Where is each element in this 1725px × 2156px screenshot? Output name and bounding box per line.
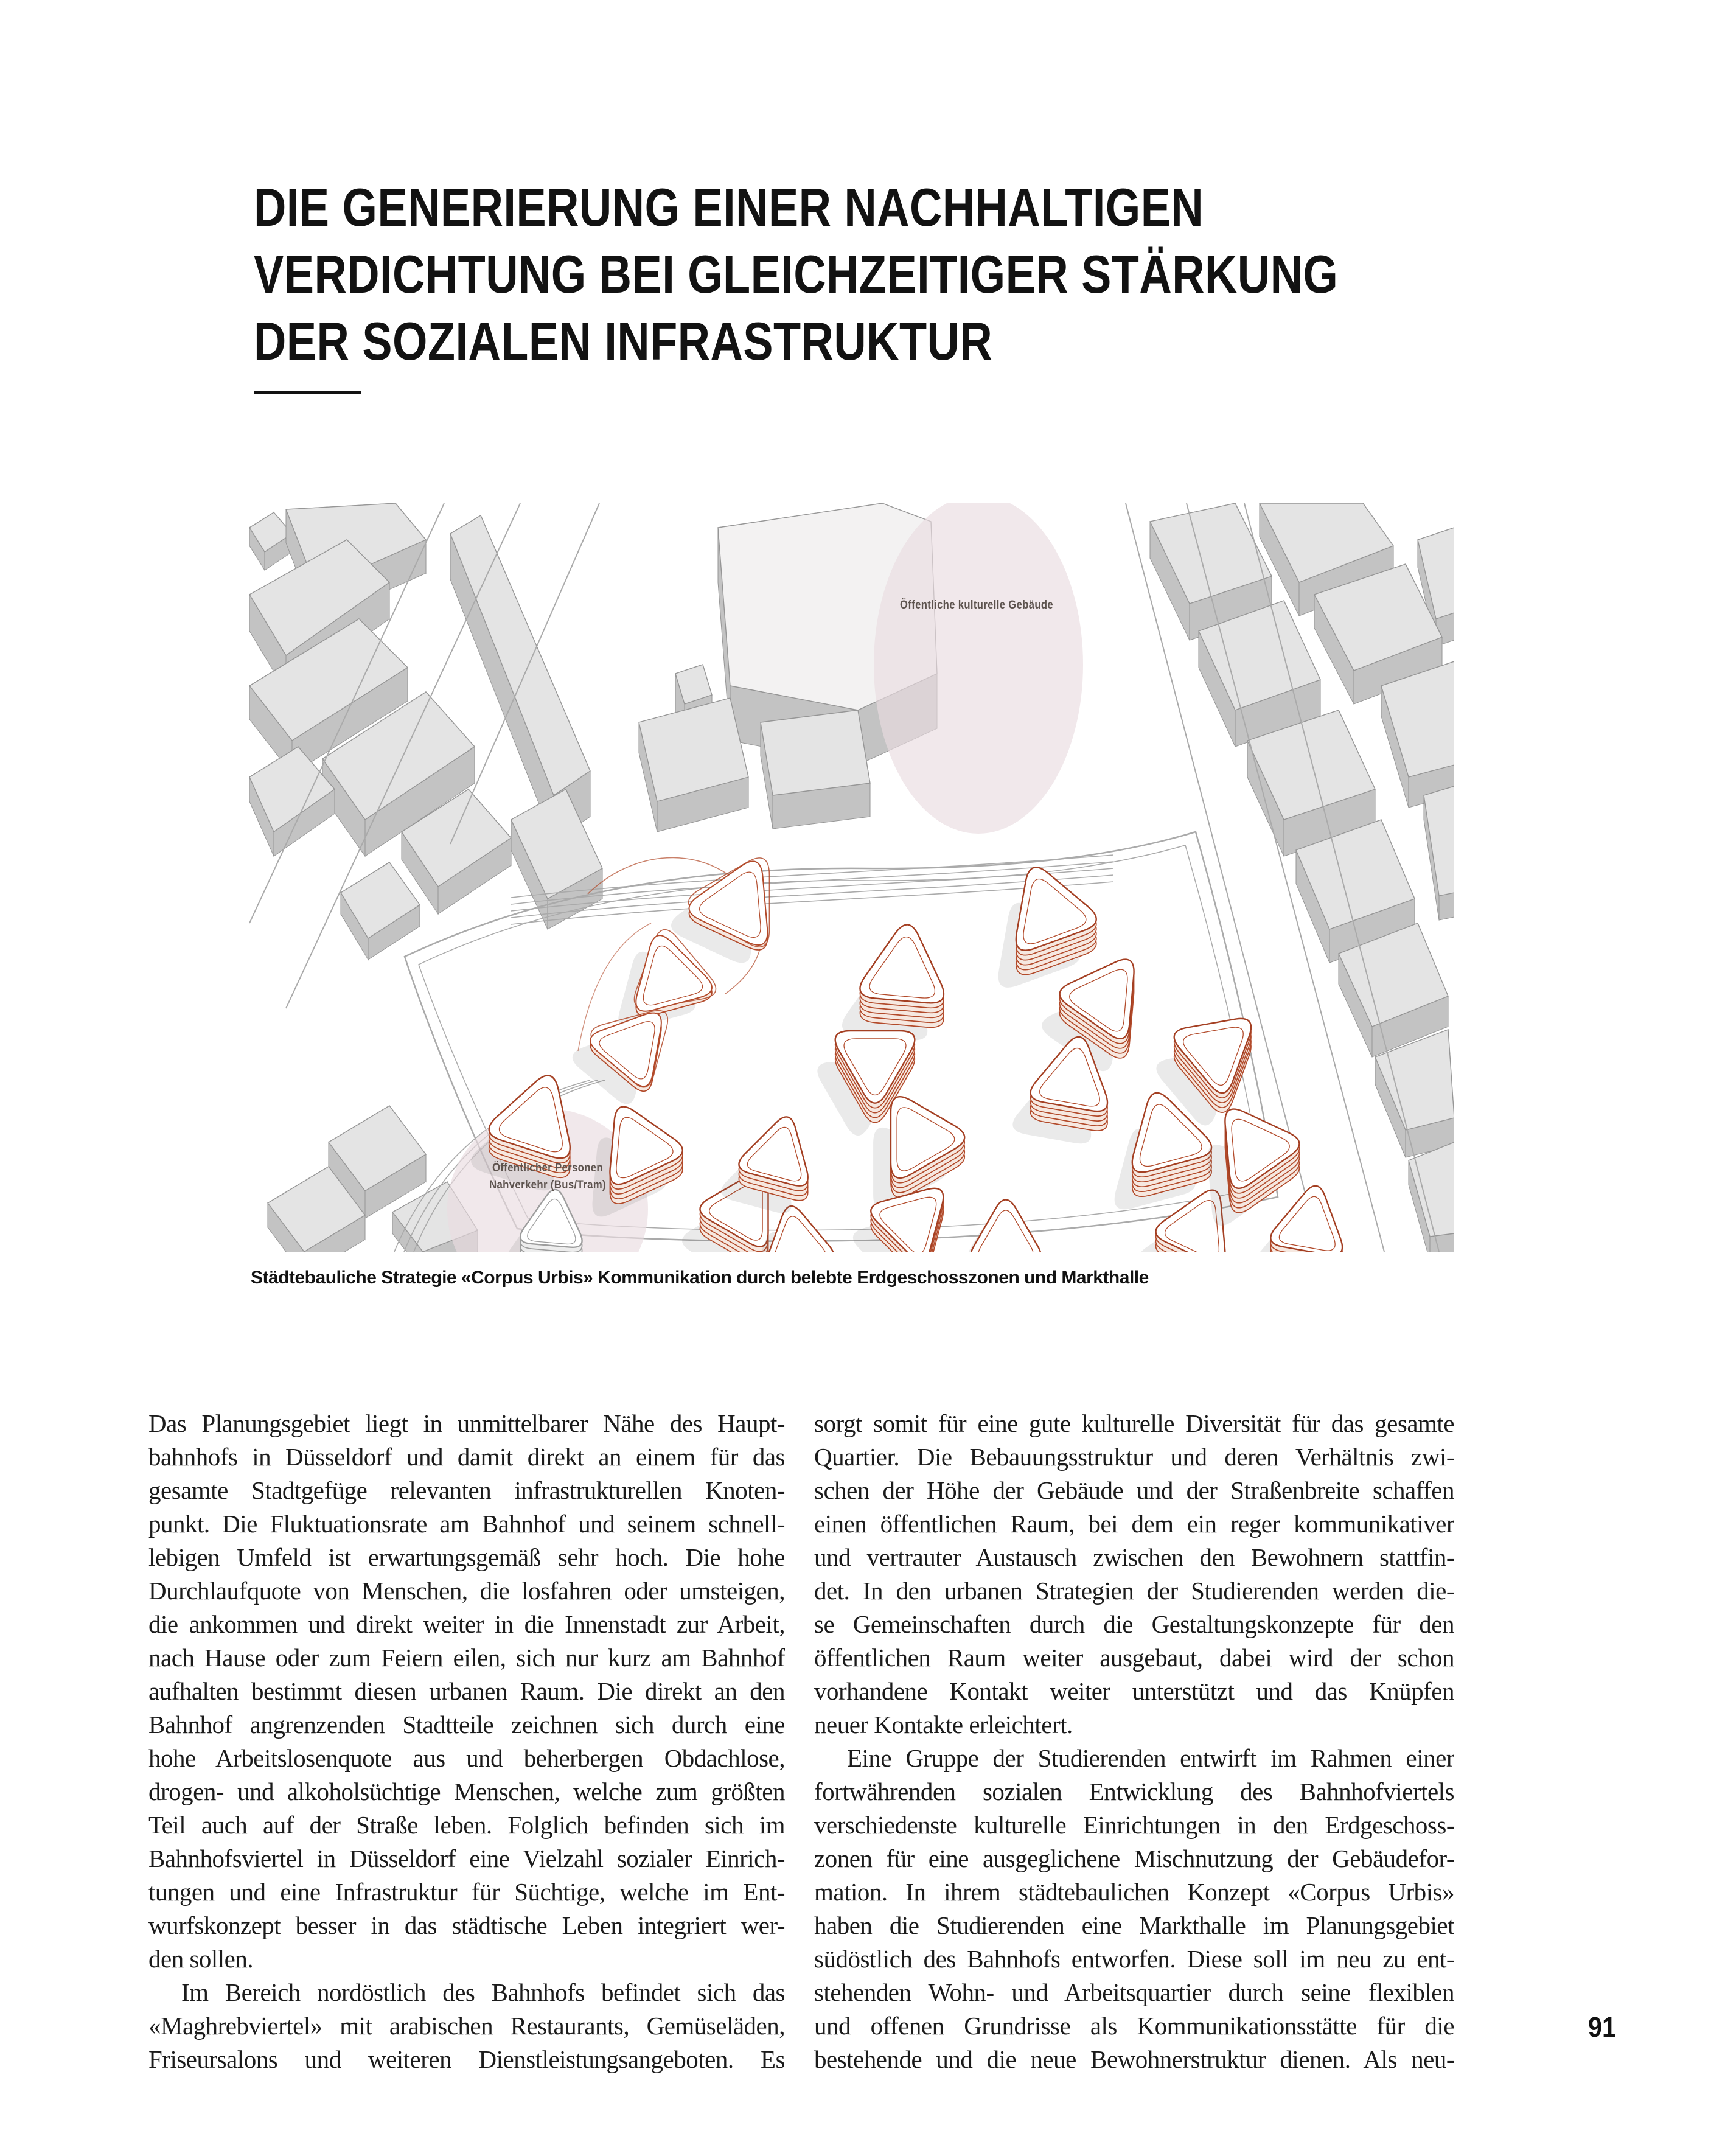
- body-text-line: tungen und eine Infrastruktur für Süchtige, welche im Ent-: [148, 1878, 785, 1906]
- body-text-line: «Maghrebviertel» mit arabischen Restaurants, Gemüseläden,: [148, 2012, 785, 2040]
- body-text-line: punkt. Die Fluktuationsrate am Bahnhof und seinem schnell-: [148, 1510, 785, 1538]
- body-text-line: Im Bereich nordöstlich des Bahnhofs befindet sich das: [181, 1978, 785, 2006]
- body-text-line: wurfskonzept besser in das städtische Leben integriert wer-: [148, 1911, 785, 1939]
- body-text-line: und vertrauter Austausch zwischen den Bewohnern stattfin-: [814, 1543, 1454, 1571]
- figure-label-transit-line2: Nahverkehr (Bus/Tram): [489, 1179, 606, 1191]
- body-text-line: bahnhofs in Düsseldorf und damit direkt an einem für das: [148, 1443, 785, 1471]
- body-text-line: drogen- und alkoholsüchtige Menschen, welche zum größten: [148, 1777, 785, 1805]
- body-text-line: mation. In ihrem städtebaulichen Konzept «Corpus Urbis»: [814, 1878, 1454, 1906]
- body-text-line: zonen für eine ausgeglichene Mischnutzung der Gebäudefor-: [814, 1844, 1454, 1872]
- body-text-line: hohe Arbeitslosenquote aus und beherbergen Obdachlose,: [148, 1744, 785, 1772]
- body-text-line: vorhandene Kontakt weiter unterstützt und das Knüpfen: [814, 1677, 1454, 1705]
- body-text-line: südöstlich des Bahnhofs entworfen. Diese soll im neu zu ent-: [814, 1945, 1454, 1973]
- body-text-line: lebigen Umfeld ist erwartungsgemäß sehr hoch. Die hohe: [148, 1543, 785, 1571]
- body-text-line: haben die Studierenden eine Markthalle im Planungsgebiet: [814, 1911, 1454, 1939]
- body-text-line: neuer Kontakte erleichtert.: [814, 1711, 1073, 1739]
- body-text-line: se Gemeinschaften durch die Gestaltungskonzepte für den: [814, 1610, 1454, 1638]
- body-text-line: und offenen Grundrisse als Kommunikationsstätte für die: [814, 2012, 1454, 2040]
- body-text-line: den sollen.: [148, 1945, 254, 1973]
- body-text-line: Bahnhofsviertel in Düsseldorf eine Vielzahl sozialer Einrich-: [148, 1844, 785, 1872]
- title-divider: [254, 391, 361, 394]
- page-title: [254, 174, 1545, 375]
- body-text-line: Friseursalons und weiteren Dienstleistungsangeboten. Es: [148, 2045, 785, 2073]
- body-text-line: det. In den urbanen Strategien der Studierenden werden die-: [814, 1577, 1454, 1605]
- figure-label-culture: Öffentliche kulturelle Gebäude: [900, 599, 1053, 612]
- page-title-line-2: VERDICHTUNG BEI GLEICHZEITIGER STÄRKUNG: [254, 244, 1339, 304]
- body-text-line: Quartier. Die Bebauungsstruktur und deren Verhältnis zwi-: [814, 1443, 1454, 1471]
- figure-label-transit-line1: Öffentlicher Personen: [492, 1162, 603, 1174]
- body-text-line: schen der Höhe der Gebäude und der Straßenbreite schaffen: [814, 1476, 1454, 1504]
- body-text-line: bestehende und die neue Bewohnerstruktur dienen. Als neu-: [814, 2045, 1454, 2073]
- body-text-line: aufhalten bestimmt diesen urbanen Raum. Die direkt an den: [148, 1677, 785, 1705]
- body-text-line: Eine Gruppe der Studierenden entwirft im Rahmen einer: [847, 1744, 1454, 1772]
- site-plan-figure: [249, 503, 1454, 1252]
- page-title-line-1: DIE GENERIERUNG EINER NACHHALTIGEN: [254, 177, 1204, 237]
- site-plan-svg: [249, 503, 1454, 1252]
- body-column-right: [814, 1407, 1454, 2076]
- body-text-line: Teil auch auf der Straße leben. Folglich befinden sich im: [148, 1811, 785, 1839]
- body-text-line: Bahnhof angrenzenden Stadtteile zeichnen sich durch eine: [148, 1711, 785, 1739]
- body-text-line: fortwährenden sozialen Entwicklung des Bahnhofviertels: [814, 1777, 1454, 1805]
- body-column-left: [148, 1407, 785, 2076]
- body-text-line: die ankommen und direkt weiter in die Innenstadt zur Arbeit,: [148, 1610, 785, 1638]
- figure-caption: Städtebauliche Strategie «Corpus Urbis» Kommunikation durch belebte Erdgeschosszonen und Markthalle: [251, 1268, 1149, 1288]
- body-text-line: einen öffentlichen Raum, bei dem ein reger kommunikativer: [814, 1510, 1454, 1538]
- body-text-line: Das Planungsgebiet liegt in unmittelbarer Nähe des Haupt-: [148, 1409, 785, 1437]
- body-text-line: sorgt somit für eine gute kulturelle Diversität für das gesamte: [814, 1409, 1454, 1437]
- page-number: 91: [1588, 2011, 1617, 2043]
- body-text-line: gesamte Stadtgefüge relevanten infrastrukturellen Knoten-: [148, 1476, 785, 1504]
- body-text-line: Durchlaufquote von Menschen, die losfahren oder umsteigen,: [148, 1577, 785, 1605]
- page-title-line-3: DER SOZIALEN INFRASTRUKTUR: [254, 311, 993, 371]
- body-text-line: öffentlichen Raum weiter ausgebaut, dabei wird der schon: [814, 1644, 1454, 1672]
- body-text-line: nach Hause oder zum Feiern eilen, sich nur kurz am Bahnhof: [148, 1644, 785, 1672]
- body-text-line: verschiedenste kulturelle Einrichtungen in den Erdgeschoss-: [814, 1811, 1454, 1839]
- body-text-line: stehenden Wohn- und Arbeitsquartier durch seine flexiblen: [814, 1978, 1454, 2006]
